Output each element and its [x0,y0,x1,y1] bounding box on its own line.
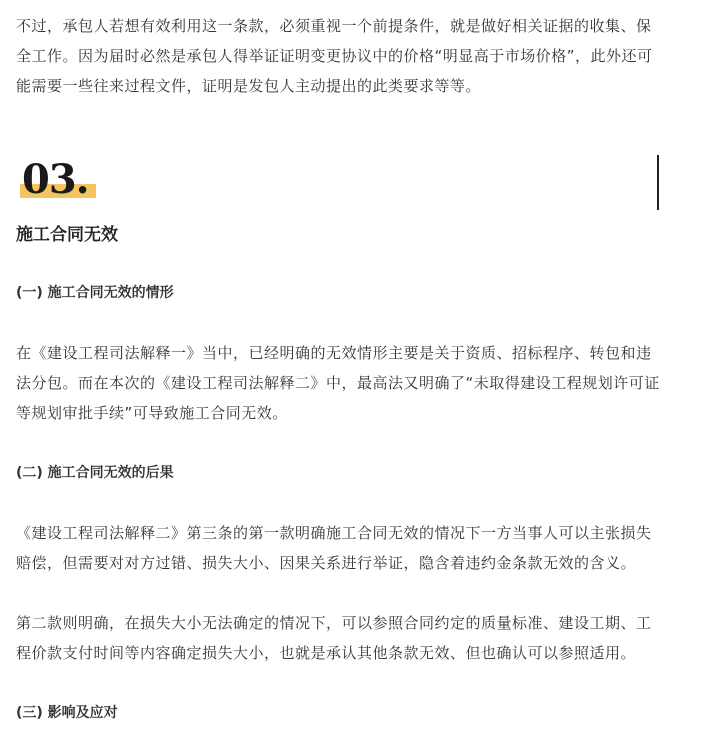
text-cursor-bar [657,155,659,210]
subsection-2-paragraph-2: 第二款则明确，在损失大小无法确定的情况下，可以参照合同约定的质量标准、建设工期、工程价款支付时间等内容确定损失大小，也就是承认其他条款无效、但也确认可以参照适用。 [16,614,652,662]
subsection-heading-1: (一) 施工合同无效的情形 [16,285,174,301]
subsection-heading-2: (二) 施工合同无效的后果 [16,465,174,481]
subsection-1-paragraph: 在《建设工程司法解释一》当中，已经明确的无效情形主要是关于资质、招标程序、转包和违法分包。而在本次的《建设工程司法解释二》中，最高法又明确了“未取得建设工程规划许可证等规划审批手续”可导致施工合同无效。 [16,344,660,422]
section-title: 施工合同无效 [16,225,118,245]
intro-paragraph: 不过，承包人若想有效利用这一条款，必须重视一个前提条件，就是做好相关证据的收集、保全工作。因为届时必然是承包人得举证证明变更协议中的价格“明显高于市场价格”，此外还可能需要一些往来过程文件，证明是发包人主动提出的此类要求等等。 [16,17,653,95]
section-number: 03. [22,156,89,203]
section-number-badge [20,156,100,206]
subsection-heading-3: (三) 影响及应对 [16,705,118,721]
subsection-2-paragraph-1: 《建设工程司法解释二》第三条的第一款明确施工合同无效的情况下一方当事人可以主张损失赔偿，但需要对对方过错、损失大小、因果关系进行举证，隐含着违约金条款无效的含义。 [16,524,652,572]
